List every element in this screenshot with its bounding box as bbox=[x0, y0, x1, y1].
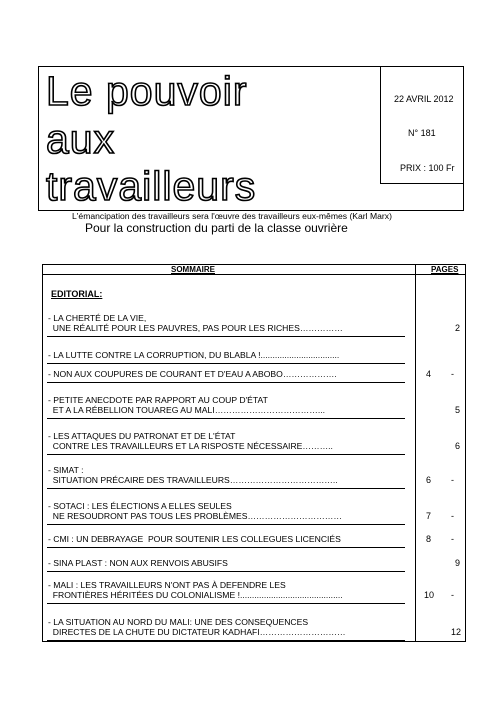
toc-entry-separator bbox=[47, 524, 405, 525]
toc-entry-line: DIRECTES DE LA CHUTE DU DICTATEUR KADHAFI………………………… bbox=[48, 627, 346, 637]
toc-entry-line: - CMI : UN DEBRAYAGE POUR SOUTENIR LES COLLEGUES LICENCIÉS bbox=[48, 534, 341, 544]
editorial-label: EDITORIAL: bbox=[51, 289, 103, 299]
toc-entry-line: - MALI : LES TRAVAILLEURS N'ONT PAS À DEFENDRE LES bbox=[48, 580, 286, 590]
toc-entry-line: - LA CHERTÉ DE LA VIE, bbox=[48, 313, 147, 323]
issue-info-box bbox=[380, 67, 464, 184]
toc-page-dash: - bbox=[451, 511, 454, 521]
issue-date: 22 AVRIL 2012 bbox=[394, 94, 454, 104]
toc-entry-line: - SINA PLAST : NON AUX RENVOIS ABUSIFS bbox=[48, 558, 228, 568]
masthead bbox=[38, 66, 464, 211]
issue-price: PRIX : 100 Fr bbox=[400, 163, 455, 173]
toc-entry bbox=[48, 617, 414, 637]
toc-entry-line: ET A LA RÉBELLION TOUAREG AU MALI………………………………... bbox=[48, 405, 325, 415]
toc-entry-separator bbox=[47, 363, 405, 364]
toc-page-number: 2 bbox=[455, 323, 461, 333]
toc-page-number: 6 bbox=[455, 441, 461, 451]
title-line-3: travailleurs bbox=[46, 163, 257, 209]
toc-page-dash: - bbox=[451, 534, 454, 544]
toc-entry-separator bbox=[47, 418, 405, 419]
toc-entry bbox=[48, 534, 414, 544]
toc-entry bbox=[48, 465, 414, 485]
title-line-1: Le pouvoir bbox=[46, 68, 248, 114]
motto: L'émancipation des travailleurs sera l'œuvre des travailleurs eux-mêmes (Karl Marx) bbox=[72, 211, 392, 221]
toc-entry-separator bbox=[47, 603, 405, 604]
toc-entry-line: - NON AUX COUPURES DE COURANT ET D'EAU A ABOBO………………. bbox=[48, 369, 337, 379]
toc-entry-line: - LA LUTTE CONTRE LA CORRUPTION, DU BLABLA !................................. bbox=[48, 350, 340, 360]
toc-entry bbox=[48, 313, 414, 333]
toc-entry-line: - LA SITUATION AU NORD DU MALI: UNE DES CONSEQUENCES bbox=[48, 617, 309, 627]
tagline: Pour la construction du parti de la classe ouvrière bbox=[85, 221, 348, 235]
toc-entry-line: - PETITE ANECDOTE PAR RAPPORT AU COUP D'ÉTAT bbox=[48, 395, 268, 405]
issue-number: N° 181 bbox=[408, 128, 436, 138]
toc-page-number: 8 bbox=[426, 534, 432, 544]
toc-header-pages: PAGES bbox=[431, 265, 459, 274]
toc-entry-separator bbox=[47, 488, 405, 489]
toc-entry-line: FRONTIÈRES HÉRITÉES DU COLONIALISME !........................................... bbox=[48, 590, 343, 600]
toc-page-number: 4 bbox=[426, 369, 432, 379]
toc-entry-separator bbox=[47, 640, 405, 641]
toc-entry bbox=[48, 558, 414, 568]
toc-entry bbox=[48, 580, 414, 600]
toc-entry-line: UNE RÉALITÉ POUR LES PAUVRES, PAS POUR LES RICHES…………… bbox=[48, 323, 343, 333]
toc-entry-separator bbox=[47, 454, 405, 455]
toc-page-number: 7 bbox=[426, 511, 432, 521]
newspaper-title bbox=[39, 67, 379, 210]
toc-entry-separator bbox=[47, 336, 405, 337]
toc-page-number: 10 bbox=[424, 590, 435, 600]
toc-entry bbox=[48, 395, 414, 415]
toc-entry-separator bbox=[47, 547, 405, 548]
toc-entry bbox=[48, 350, 414, 360]
toc-entry bbox=[48, 431, 414, 451]
toc-entry-line: CONTRE LES TRAVAILLEURS ET LA RISPOSTE NÉCESSAIRE……….. bbox=[48, 441, 333, 451]
toc-header-divider bbox=[43, 274, 465, 275]
toc-header-sommaire: SOMMAIRE bbox=[171, 265, 215, 274]
toc-entry-line: - SIMAT : bbox=[48, 465, 84, 475]
toc-page-dash: - bbox=[451, 590, 454, 600]
toc-page-number: 12 bbox=[451, 627, 462, 637]
toc-page-number: 9 bbox=[455, 558, 461, 568]
toc-column-divider bbox=[415, 265, 416, 641]
title-line-2: aux bbox=[46, 116, 116, 162]
toc-entry-line: SITUATION PRÉCAIRE DES TRAVAILLEURS……………………………….. bbox=[48, 475, 338, 485]
toc-page-number: 5 bbox=[455, 405, 461, 415]
toc-page-number: 6 bbox=[426, 475, 432, 485]
toc-entry-separator bbox=[47, 571, 405, 572]
toc-entry bbox=[48, 501, 414, 521]
toc-page-dash: - bbox=[451, 475, 454, 485]
toc-page-dash: - bbox=[451, 369, 454, 379]
toc-entry-separator bbox=[47, 382, 405, 383]
toc-entry bbox=[48, 369, 414, 379]
toc-entry-line: - LES ATTAQUES DU PATRONAT ET DE L'ÉTAT bbox=[48, 431, 236, 441]
toc-entry-line: NE RESOUDRONT PAS TOUS LES PROBLÈMES…………………………… bbox=[48, 511, 342, 521]
toc-entry-line: - SOTACI : LES ÉLECTIONS A ELLES SEULES bbox=[48, 501, 232, 511]
table-of-contents bbox=[42, 264, 466, 642]
